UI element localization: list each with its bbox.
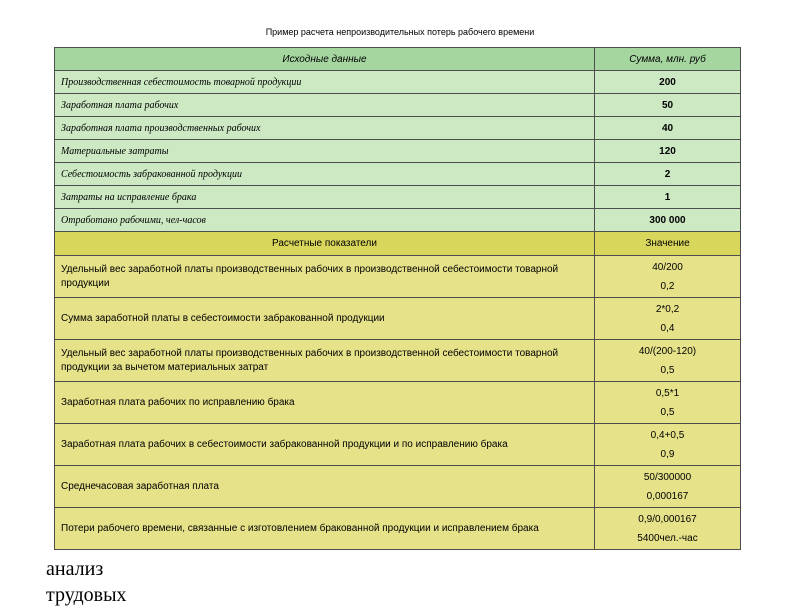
row-formula: 0,9/0,000167 (638, 513, 697, 525)
row-label: Потери рабочего времени, связанные с изготовлением бракованной продукции и исправлением брака (55, 508, 595, 550)
table-row (55, 71, 741, 94)
row-formula: 0,4+0,5 (650, 429, 685, 441)
footer-text (46, 556, 127, 608)
header-initial-data: Исходные данные (55, 48, 595, 71)
row-formula: 40/200 (652, 261, 683, 273)
initial-data-header (55, 48, 741, 71)
row-value (595, 298, 741, 340)
row-result: 0,5 (660, 364, 675, 376)
row-value (595, 508, 741, 550)
row-value: 50 (595, 94, 741, 117)
row-label: Затраты на исправление брака (55, 186, 595, 209)
page-title: Пример расчета непроизводительных потерь рабочего времени (265, 27, 535, 37)
table-row (55, 298, 741, 340)
footer-line-1: анализ (46, 558, 104, 580)
row-label: Заработная плата производственных рабочих (55, 117, 595, 140)
row-value: 200 (595, 71, 741, 94)
row-value (595, 424, 741, 466)
row-formula: 40/(200-120) (638, 345, 697, 357)
row-value (595, 382, 741, 424)
row-label: Материальные затраты (55, 140, 595, 163)
row-label: Сумма заработной платы в себестоимости забракованной продукции (55, 298, 595, 340)
table-row (55, 508, 741, 550)
row-formula: 2*0,2 (655, 303, 680, 315)
row-formula: 0,5*1 (655, 387, 680, 399)
row-value (595, 466, 741, 508)
row-result: 0,5 (660, 406, 675, 418)
row-formula: 50/300000 (643, 471, 692, 483)
row-label: Производственная себестоимость товарной продукции (55, 71, 595, 94)
row-result: 0,4 (660, 322, 675, 334)
row-label: Среднечасовая заработная плата (55, 466, 595, 508)
row-label: Заработная плата рабочих по исправлению брака (55, 382, 595, 424)
row-value (595, 256, 741, 298)
row-label: Отработано рабочими, чел-часов (55, 209, 595, 232)
table-row (55, 256, 741, 298)
row-value: 300 000 (595, 209, 741, 232)
table-row (55, 466, 741, 508)
row-value: 120 (595, 140, 741, 163)
row-label: Заработная плата рабочих в себестоимости забракованной продукции и по исправлению брака (55, 424, 595, 466)
header-sum: Сумма, млн. руб (595, 48, 741, 71)
table-row (55, 117, 741, 140)
row-value: 40 (595, 117, 741, 140)
row-result: 0,000167 (646, 490, 689, 502)
row-result: 5400чел.-час (637, 532, 698, 544)
row-value: 1 (595, 186, 741, 209)
row-label: Удельный вес заработной платы производственных рабочих в производственной себестоимости товарной продукции за вычетом материальных затрат (55, 340, 595, 382)
row-result: 0,9 (660, 448, 675, 460)
table-row (55, 140, 741, 163)
header-calc-indicators: Расчетные показатели (55, 232, 595, 256)
row-value: 2 (595, 163, 741, 186)
table-row (55, 186, 741, 209)
table-row (55, 163, 741, 186)
table-row (55, 424, 741, 466)
table-row (55, 340, 741, 382)
table-row (55, 382, 741, 424)
row-result: 0,2 (660, 280, 675, 292)
row-value (595, 340, 741, 382)
row-label: Себестоимость забракованной продукции (55, 163, 595, 186)
header-value: Значение (595, 232, 741, 256)
row-label: Удельный вес заработной платы производственных рабочих в производственной себестоимости товарной продукции (55, 256, 595, 298)
table-row (55, 94, 741, 117)
calc-header (55, 232, 741, 256)
table-row (55, 209, 741, 232)
row-label: Заработная плата рабочих (55, 94, 595, 117)
calculation-table (54, 47, 741, 550)
footer-line-2: трудовых (46, 584, 127, 606)
